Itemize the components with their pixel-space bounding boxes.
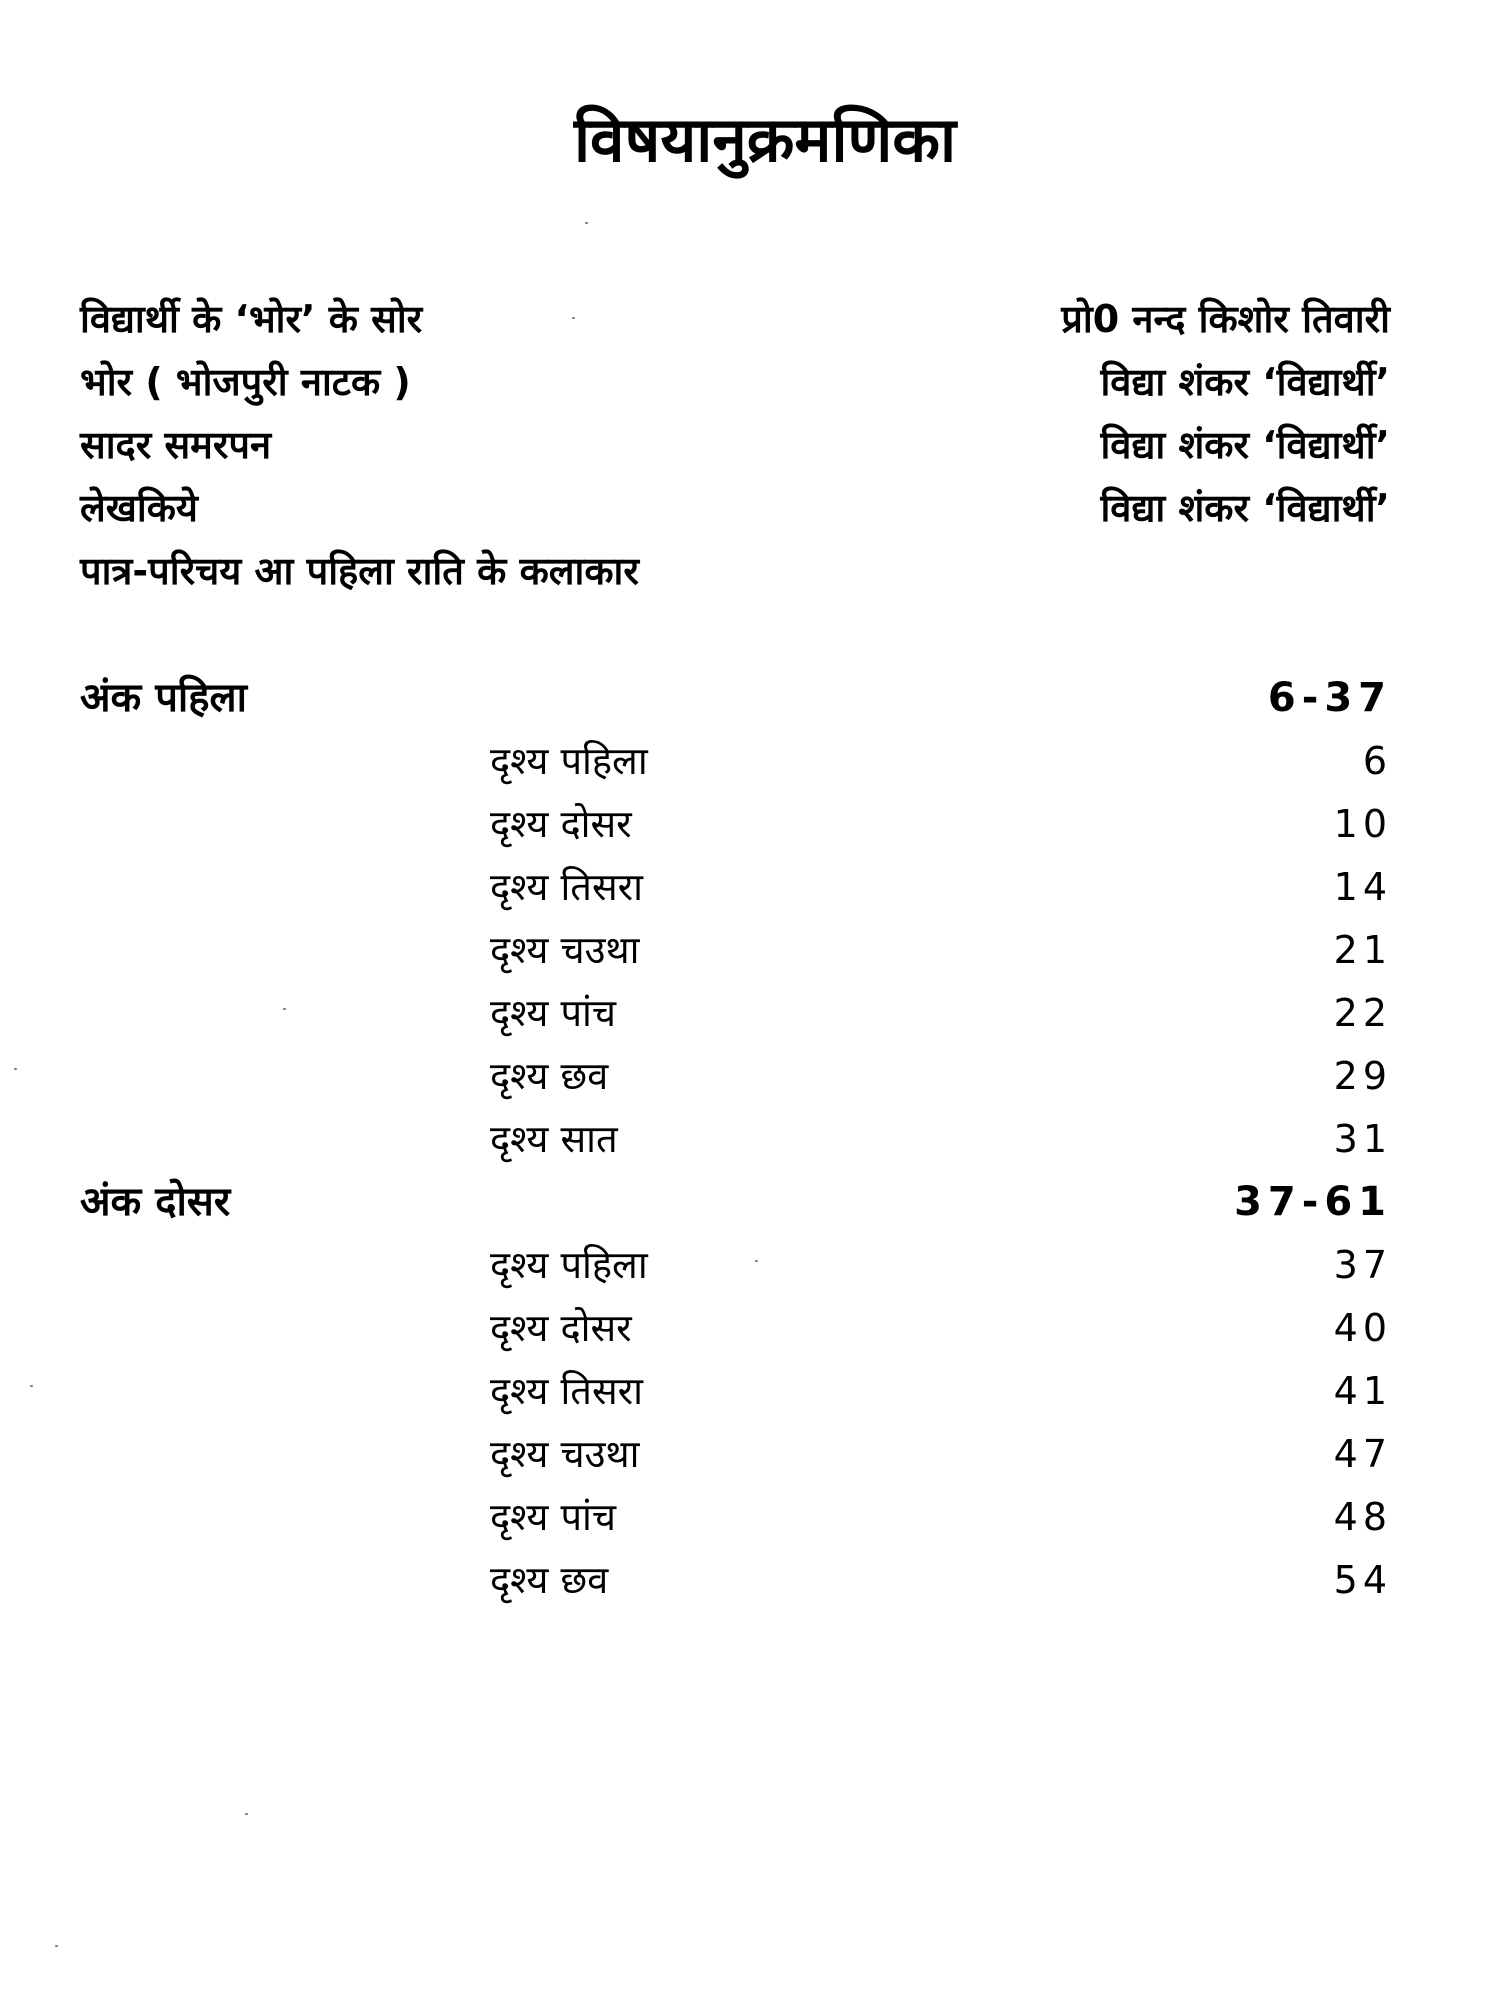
front-matter-title: पात्र-परिचय आ पहिला राति के कलाकार: [80, 549, 639, 593]
scene-name: दृश्य तिसरा: [490, 865, 644, 909]
scan-speck: [55, 1945, 58, 1947]
scene-row: [80, 1297, 1392, 1360]
front-matter-author: विद्या शंकर ‘विद्यार्थी’: [1100, 360, 1390, 404]
scene-page: 40: [1333, 1306, 1392, 1350]
scene-row: [80, 1108, 1392, 1171]
scan-speck: [245, 1813, 248, 1815]
scene-name: दृश्य छव: [490, 1054, 609, 1098]
act-name: अंक दोसर: [80, 1179, 231, 1225]
scene-page: 22: [1333, 991, 1392, 1035]
scene-page: 47: [1333, 1432, 1392, 1476]
scene-name: दृश्य दोसर: [490, 802, 632, 846]
front-matter-list: [80, 288, 1390, 603]
scene-page: 10: [1333, 802, 1392, 846]
scene-row: [80, 1045, 1392, 1108]
scene-page: 6: [1362, 739, 1392, 783]
act-heading: [80, 667, 1392, 730]
front-matter-title: सादर समरपन: [80, 423, 272, 467]
scene-name: दृश्य दोसर: [490, 1306, 632, 1350]
scene-name: दृश्य छव: [490, 1558, 609, 1602]
scene-row: [80, 856, 1392, 919]
scene-row: [80, 1360, 1392, 1423]
scene-name: दृश्य सात: [490, 1117, 618, 1161]
act-page-range: 6-37: [1267, 675, 1392, 721]
front-matter-row: [80, 414, 1390, 477]
acts-list: [80, 667, 1392, 1612]
scene-row: [80, 1234, 1392, 1297]
act-heading: [80, 1171, 1392, 1234]
scene-name: दृश्य पहिला: [490, 739, 648, 783]
scan-speck: [585, 222, 588, 224]
scene-page: 37: [1333, 1243, 1392, 1287]
scan-speck: [755, 1260, 758, 1262]
act-name: अंक पहिला: [80, 675, 248, 721]
scene-page: 54: [1333, 1558, 1392, 1602]
front-matter-author: प्रो0 नन्द किशोर तिवारी: [1061, 297, 1390, 341]
scene-page: 14: [1333, 865, 1392, 909]
page-title: विषयानुक्रमणिका: [573, 103, 957, 176]
act-page-range: 37-61: [1234, 1179, 1392, 1225]
scene-row: [80, 730, 1392, 793]
scene-row: [80, 919, 1392, 982]
scan-speck: [572, 317, 575, 319]
scene-row: [80, 1549, 1392, 1612]
scan-speck: [30, 1385, 33, 1387]
front-matter-row: [80, 477, 1390, 540]
scan-speck: [283, 1008, 286, 1010]
scan-speck: [14, 1068, 17, 1070]
scene-page: 31: [1333, 1117, 1392, 1161]
scene-name: दृश्य पांच: [490, 991, 617, 1035]
front-matter-author: विद्या शंकर ‘विद्यार्थी’: [1100, 486, 1390, 530]
front-matter-title: भोर ( भोजपुरी नाटक ): [80, 360, 411, 404]
scene-row: [80, 982, 1392, 1045]
scene-row: [80, 1423, 1392, 1486]
scene-name: दृश्य पांच: [490, 1495, 617, 1539]
front-matter-author: विद्या शंकर ‘विद्यार्थी’: [1100, 423, 1390, 467]
scene-page: 21: [1333, 928, 1392, 972]
scene-name: दृश्य पहिला: [490, 1243, 648, 1287]
front-matter-title: विद्यार्थी के ‘भोर’ के सोर: [80, 297, 423, 341]
scene-page: 41: [1333, 1369, 1392, 1413]
scene-name: दृश्य तिसरा: [490, 1369, 644, 1413]
scene-name: दृश्य चउथा: [490, 928, 640, 972]
scene-page: 48: [1333, 1495, 1392, 1539]
front-matter-row: [80, 540, 1390, 603]
scene-page: 29: [1333, 1054, 1392, 1098]
scene-name: दृश्य चउथा: [490, 1432, 640, 1476]
scene-row: [80, 793, 1392, 856]
front-matter-row: [80, 288, 1390, 351]
front-matter-row: [80, 351, 1390, 414]
front-matter-title: लेखकिये: [80, 486, 198, 530]
scene-row: [80, 1486, 1392, 1549]
